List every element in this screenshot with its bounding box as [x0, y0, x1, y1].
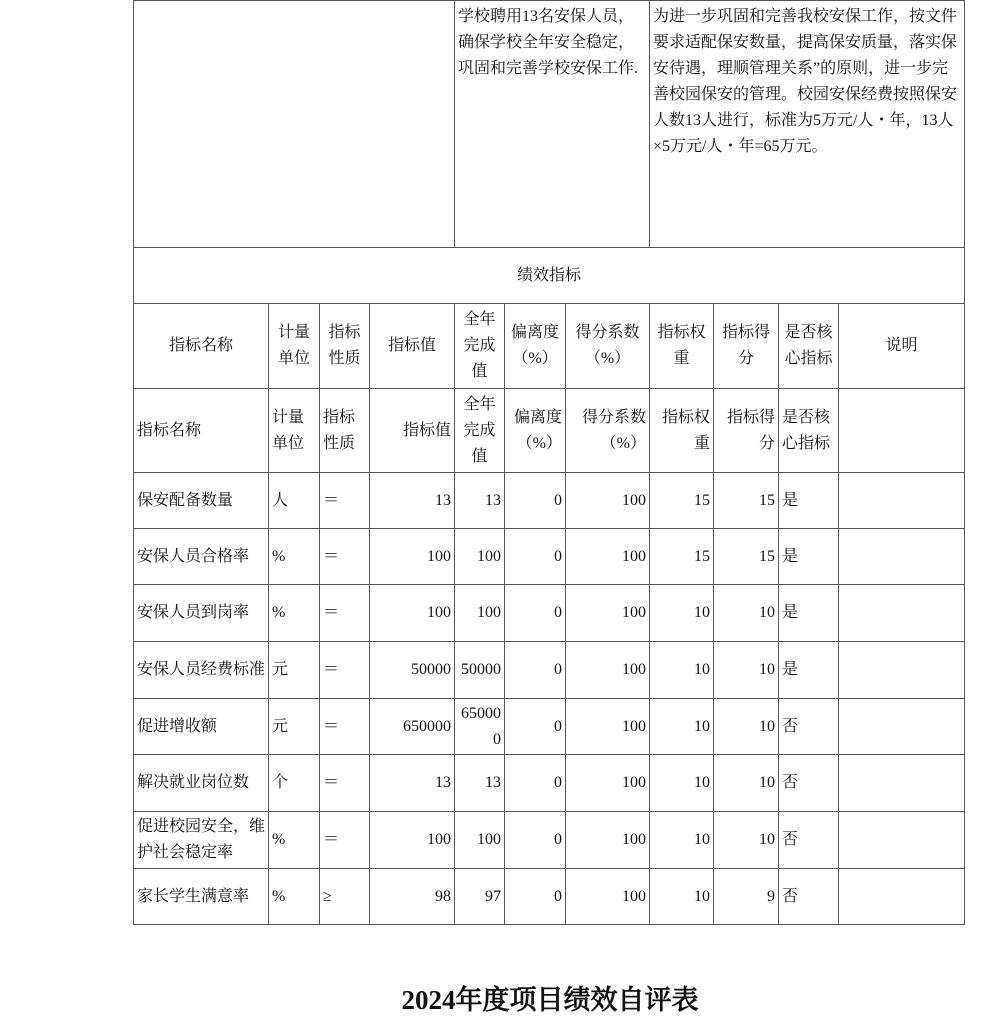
table-cell: 人 [269, 473, 320, 529]
performance-table [133, 0, 965, 925]
table-cell: % [269, 529, 320, 585]
header-cell: 得分系数（%） [566, 304, 650, 389]
section-title: 绩效指标 [134, 248, 965, 304]
header-cell: 指标得分 [714, 304, 779, 389]
table-cell: 元 [269, 699, 320, 755]
table-cell: 是 [779, 473, 839, 529]
goal-label-cell [134, 1, 455, 248]
header-cell [839, 389, 965, 473]
table-cell: 100 [370, 812, 455, 869]
header-cell: 指标权重 [650, 304, 714, 389]
table-cell [839, 529, 965, 585]
table-cell: 0 [505, 529, 566, 585]
table-cell: 安保人员到岗率 [134, 585, 269, 642]
header-cell: 指标性质 [320, 389, 370, 473]
table-cell: 15 [650, 529, 714, 585]
table-cell [839, 642, 965, 699]
table-cell: 安保人员经费标准 [134, 642, 269, 699]
table-cell: 13 [455, 755, 505, 812]
table-cell: % [269, 869, 320, 925]
table-cell: 否 [779, 869, 839, 925]
header-cell: 指标值 [370, 389, 455, 473]
table-cell: 97 [455, 869, 505, 925]
table-cell [839, 473, 965, 529]
table-cell: 100 [370, 585, 455, 642]
header-cell: 偏离度（%） [505, 389, 566, 473]
description-text: 为进一步巩固和完善我校安保工作，按文件要求适配保安数量，提高保安质量，落实保安待遇，理顺管理关系”的原则，进一步完善校园保安的管理。校园安保经费按照保安人数13人进行，标准为5万元/人・年，13人×5万元/人・年=65万元。 [650, 1, 965, 248]
table-cell: 解决就业岗位数 [134, 755, 269, 812]
header-cell: 指标名称 [134, 304, 269, 389]
table-cell: ＝ [320, 755, 370, 812]
table-cell: 13 [370, 473, 455, 529]
table-cell: 100 [566, 869, 650, 925]
table-cell [839, 755, 965, 812]
table-cell: 9 [714, 869, 779, 925]
table-cell: 98 [370, 869, 455, 925]
header-cell: 指标值 [370, 304, 455, 389]
table-cell: 100 [566, 529, 650, 585]
table-cell: 100 [566, 473, 650, 529]
table-cell: 促进增收额 [134, 699, 269, 755]
table-row [134, 869, 965, 925]
table-row [134, 812, 965, 869]
header-cell: 指标得分 [714, 389, 779, 473]
header-cell: 全年完成值 [455, 389, 505, 473]
table-cell: 个 [269, 755, 320, 812]
table-cell: 100 [566, 699, 650, 755]
table-cell: 50000 [370, 642, 455, 699]
goal-row [134, 1, 965, 248]
table-row [134, 473, 965, 529]
table-cell: 安保人员合格率 [134, 529, 269, 585]
header-cell: 偏离度（%） [505, 304, 566, 389]
table-cell: 100 [566, 812, 650, 869]
table-cell: 50000 [455, 642, 505, 699]
table-cell: 促进校园安全，维护社会稳定率 [134, 812, 269, 869]
goal-text: 学校聘用13名安保人员，确保学校全年安全稳定，巩固和完善学校安保工作. [455, 1, 650, 248]
page-title: 2024年度项目绩效自评表 [401, 985, 699, 1015]
table-cell: ＝ [320, 699, 370, 755]
table-cell: 15 [714, 473, 779, 529]
table-cell: 650000 [370, 699, 455, 755]
header-cell: 得分系数（%） [566, 389, 650, 473]
header-row [134, 304, 965, 389]
table-row [134, 529, 965, 585]
header-cell: 说明 [839, 304, 965, 389]
table-cell: 100 [566, 642, 650, 699]
table-row [134, 585, 965, 642]
table-cell: 保安配备数量 [134, 473, 269, 529]
table-cell [839, 585, 965, 642]
table-cell: 100 [455, 585, 505, 642]
table-cell: 650000 [455, 699, 505, 755]
table-row [134, 642, 965, 699]
table-cell: 否 [779, 699, 839, 755]
table-cell [839, 699, 965, 755]
table-cell: 100 [370, 529, 455, 585]
header-cell: 计量单位 [269, 389, 320, 473]
table-cell: 0 [505, 869, 566, 925]
table-cell: 0 [505, 699, 566, 755]
table-cell [839, 869, 965, 925]
table-cell: 10 [650, 585, 714, 642]
header-row-2 [134, 389, 965, 473]
table-row [134, 699, 965, 755]
table-cell: 0 [505, 473, 566, 529]
table-cell: ＝ [320, 473, 370, 529]
table-cell: 10 [714, 585, 779, 642]
table-cell: 0 [505, 812, 566, 869]
table-cell: ＝ [320, 585, 370, 642]
table-cell: 10 [650, 642, 714, 699]
table-cell: 否 [779, 755, 839, 812]
header-cell: 计量单位 [269, 304, 320, 389]
table-cell: % [269, 585, 320, 642]
table-cell: 10 [714, 699, 779, 755]
table-cell: 否 [779, 812, 839, 869]
table-cell: 0 [505, 585, 566, 642]
table-cell: ＝ [320, 529, 370, 585]
table-cell: 是 [779, 585, 839, 642]
table-cell: 是 [779, 529, 839, 585]
table-cell: 10 [714, 812, 779, 869]
table-cell: 100 [455, 529, 505, 585]
table-cell [839, 812, 965, 869]
table-cell: 是 [779, 642, 839, 699]
table-cell: 15 [650, 473, 714, 529]
header-cell: 指标权重 [650, 389, 714, 473]
table-cell: 10 [650, 699, 714, 755]
table-row [134, 755, 965, 812]
header-cell: 是否核心指标 [779, 304, 839, 389]
header-cell: 指标名称 [134, 389, 269, 473]
table-cell: ≥ [320, 869, 370, 925]
table-cell: 13 [455, 473, 505, 529]
table-cell: 100 [566, 585, 650, 642]
table-cell: 0 [505, 642, 566, 699]
table-cell: 10 [714, 642, 779, 699]
header-cell: 是否核心指标 [779, 389, 839, 473]
table-cell: 10 [650, 869, 714, 925]
table-cell: ＝ [320, 642, 370, 699]
header-cell: 全年完成值 [455, 304, 505, 389]
header-cell: 指标性质 [320, 304, 370, 389]
table-cell: 100 [566, 755, 650, 812]
table-cell: ＝ [320, 812, 370, 869]
table-cell: 10 [650, 812, 714, 869]
table-cell: 元 [269, 642, 320, 699]
table-cell: % [269, 812, 320, 869]
table-cell: 100 [455, 812, 505, 869]
table-cell: 13 [370, 755, 455, 812]
table-cell: 10 [714, 755, 779, 812]
table-cell: 家长学生满意率 [134, 869, 269, 925]
table-cell: 15 [714, 529, 779, 585]
table-cell: 0 [505, 755, 566, 812]
table-cell: 10 [650, 755, 714, 812]
